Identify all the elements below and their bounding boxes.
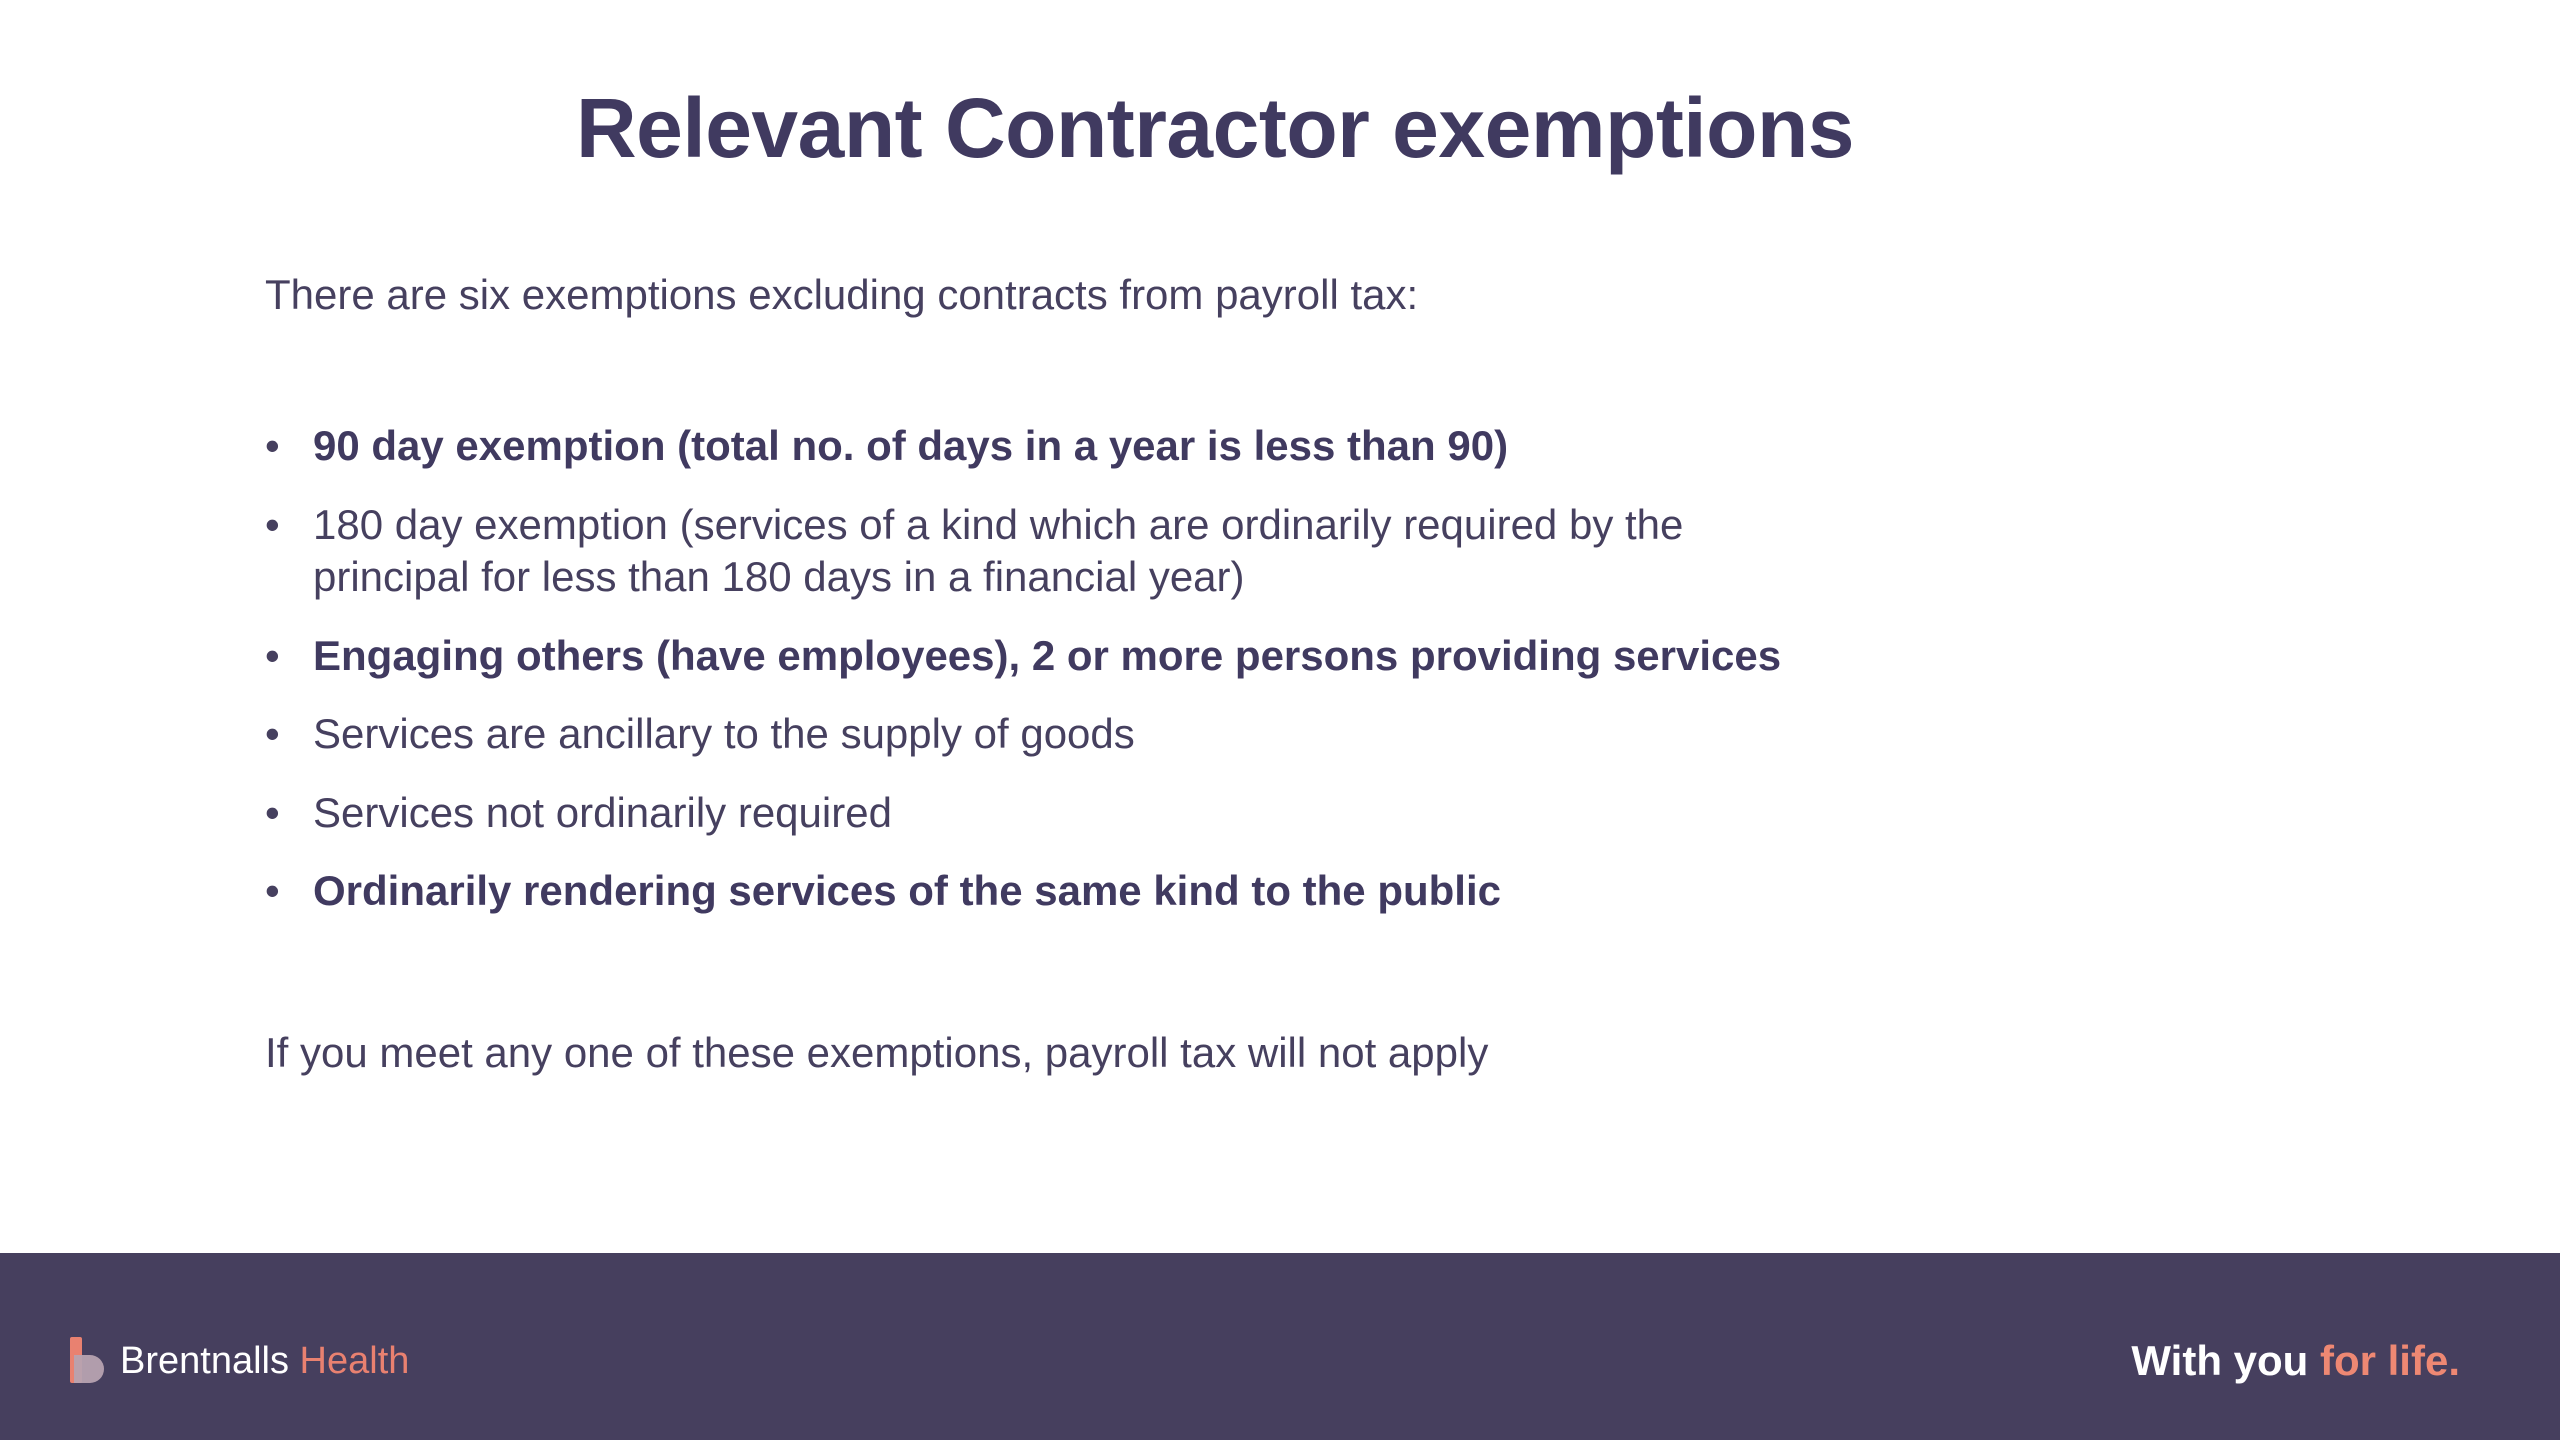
logo-wordmark	[120, 1340, 409, 1383]
slide-title: Relevant Contractor exemptions	[576, 81, 1854, 175]
logo-accent: Health	[299, 1339, 410, 1382]
tagline-accent: for life.	[2319, 1337, 2460, 1384]
list-item-text: 180 day exemption (services of a kind which are ordinarily required by the principal for less than 180 days in a financial year)	[313, 500, 1684, 600]
logo-name: Brentnalls	[120, 1339, 289, 1382]
bullet-icon: •	[265, 788, 280, 836]
list-item-text: Services not ordinarily required	[313, 788, 892, 836]
list-item	[265, 708, 1815, 761]
list-item	[265, 630, 1815, 683]
tagline	[2131, 1337, 2460, 1385]
list-item-text: Ordinarily rendering services of the same kind to the public	[313, 867, 1501, 914]
intro-text: There are six exemptions excluding contracts from payroll tax:	[265, 271, 1419, 318]
list-item	[265, 787, 1815, 840]
bullet-icon: •	[265, 631, 280, 679]
list-item-text: Engaging others (have employees), 2 or more persons providing services	[313, 631, 1782, 679]
bullet-icon: •	[265, 500, 280, 548]
bullet-icon: •	[265, 710, 280, 757]
list-item	[265, 420, 1815, 473]
conclusion-text: If you meet any one of these exemptions, payroll tax will not apply	[265, 1029, 1489, 1076]
list-item	[265, 499, 1815, 604]
list-item-text: 90 day exemption (total no. of days in a year is less than 90)	[313, 422, 1509, 469]
list-item-text: Services are ancillary to the supply of goods	[313, 710, 1135, 757]
brand-logo	[68, 1331, 409, 1391]
tagline-main: With you	[2131, 1337, 2309, 1384]
exemption-list	[265, 420, 1815, 944]
list-item	[265, 865, 1815, 918]
footer-bar	[0, 1253, 2560, 1440]
bullet-icon: •	[265, 867, 280, 914]
logo-mark-icon	[68, 1337, 108, 1385]
bullet-icon: •	[265, 422, 280, 469]
